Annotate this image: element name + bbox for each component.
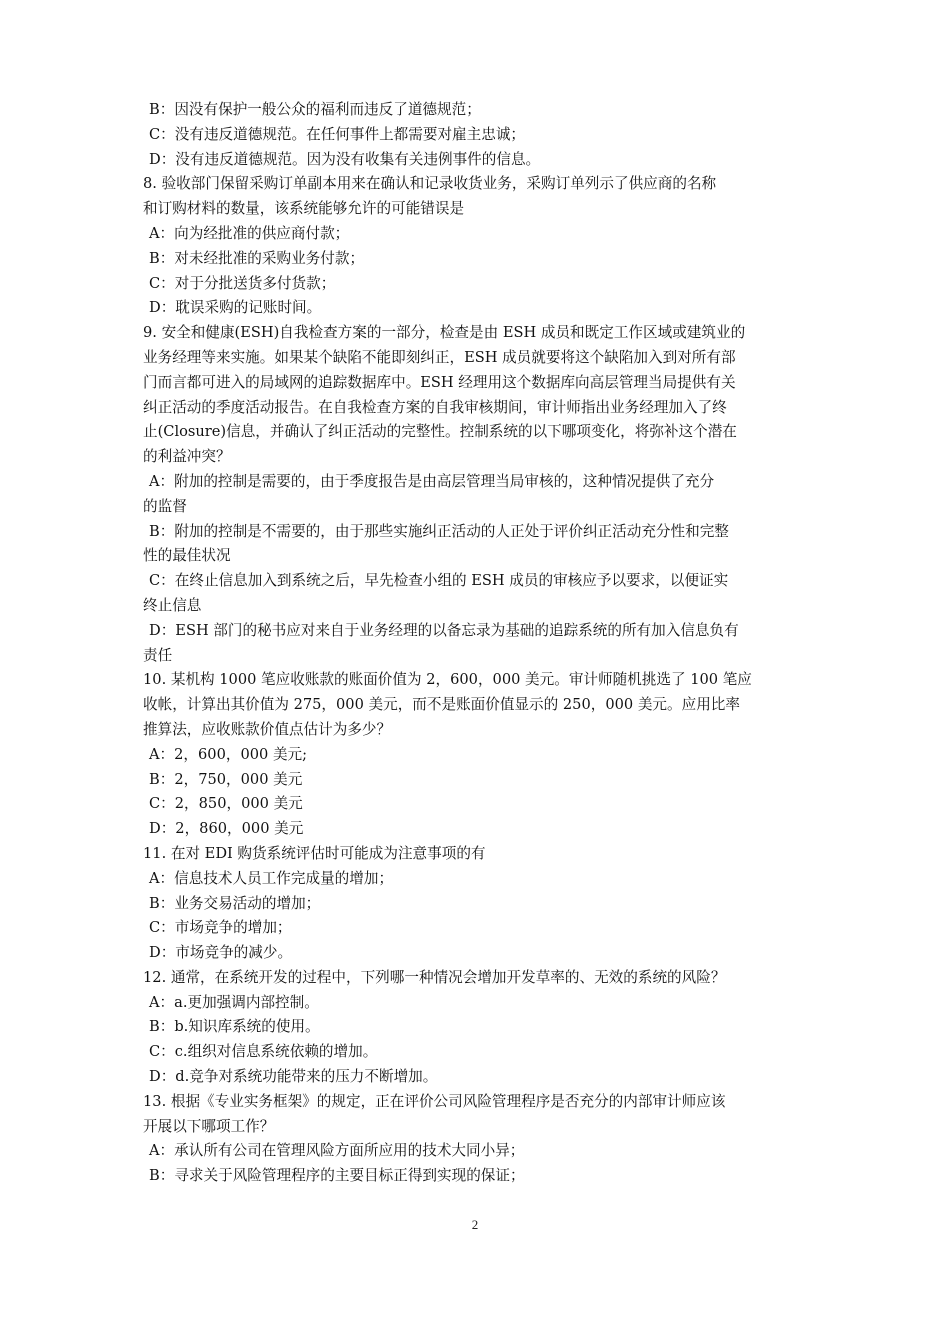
question-text-line: 13. 根据《专业实务框架》的规定，正在评价公司风险管理程序是否充分的内部审计师应该	[143, 1092, 726, 1110]
answer-option-line: B：寻求关于风险管理程序的主要目标正得到实现的保证；	[149, 1167, 525, 1185]
question-text-line: 8. 验收部门保留采购订单副本用来在确认和记录收货业务，采购订单列示了供应商的名称	[143, 175, 717, 193]
question-text-line: 的利益冲突？	[143, 448, 231, 466]
answer-option-line: A：向为经批准的供应商付款；	[149, 224, 350, 242]
question-text-line: 收帐，计算出其价值为 275，000 美元，而不是账面价值显示的 250，000 美元。应用比率	[143, 696, 740, 714]
answer-option-line: D：ESH 部门的秘书应对来自于业务经理的以备忘录为基础的追踪系统的所有加入信息负有	[149, 621, 739, 639]
answer-option-line: D：d.竞争对系统功能带来的压力不断增加。	[149, 1068, 438, 1086]
question-text-line: 止(Closure)信息，并确认了纠正活动的完整性。控制系统的以下哪项变化，将弥补这个潜在	[143, 423, 737, 441]
question-text-line: 的监督	[143, 497, 187, 515]
question-text-line: 责任	[143, 646, 173, 664]
question-text-line: 11. 在对 EDI 购货系统评估时可能成为注意事项的有	[143, 844, 486, 862]
question-text-line: 终止信息	[143, 596, 202, 614]
answer-option-line: C：没有违反道德规范。在任何事件上都需要对雇主忠诚；	[149, 125, 526, 143]
answer-option-line: D：耽误采购的记账时间。	[149, 299, 322, 317]
answer-option-line: A：承认所有公司在管理风险方面所应用的技术大同小异；	[149, 1142, 525, 1160]
answer-option-line: B：b.知识库系统的使用。	[149, 1018, 320, 1036]
answer-option-line: C：2，850，000 美元	[149, 795, 303, 813]
answer-option-line: B：业务交易活动的增加；	[149, 894, 321, 912]
answer-option-line: B：对未经批准的采购业务付款；	[149, 249, 365, 267]
answer-option-line: B：因没有保护一般公众的福利而违反了道德规范；	[149, 101, 481, 118]
question-text-line: 业务经理等来实施。如果某个缺陷不能即刻纠正，ESH 成员就要将这个缺陷加入到对所有部	[143, 348, 736, 366]
question-text-line: 12. 通常，在系统开发的过程中，下列哪一种情况会增加开发草率的、无效的系统的风险？	[143, 968, 726, 986]
answer-option-line: B：附加的控制是不需要的，由于那些实施纠正活动的人正处于评价纠正活动充分性和完整	[149, 522, 729, 540]
answer-option-line: A：a.更加强调内部控制。	[149, 993, 319, 1011]
answer-option-line: C：c.组织对信息系统依赖的增加。	[149, 1043, 378, 1061]
answer-option-line: C：市场竞争的增加；	[149, 919, 292, 937]
answer-option-line: A：附加的控制是需要的，由于季度报告是由高层管理当局审核的，这种情况提供了充分	[149, 472, 715, 490]
answer-option-line: D：没有违反道德规范。因为没有收集有关违例事件的信息。	[149, 150, 541, 168]
answer-option-line: A：信息技术人员工作完成量的增加；	[149, 869, 394, 887]
answer-option-line: D：2，860，000 美元	[149, 820, 304, 838]
question-text-line: 开展以下哪项工作？	[143, 1117, 275, 1135]
question-text-line: 9. 安全和健康(ESH)自我检查方案的一部分，检查是由 ESH 成员和既定工作区域或建筑业的	[143, 324, 746, 342]
question-text-line: 推算法，应收账款价值点估计为多少？	[143, 720, 392, 738]
document-body	[143, 98, 818, 1189]
page-number: 2	[471, 1217, 479, 1232]
answer-option-line: A：2，600，000 美元;	[149, 745, 308, 763]
answer-option-line: B：2，750，000 美元	[149, 770, 303, 788]
question-text-line: 门而言都可进入的局域网的追踪数据库中。ESH 经理用这个数据库向高层管理当局提供有关	[143, 373, 736, 391]
question-text-line: 和订购材料的数量，该系统能够允许的可能错误是	[143, 200, 465, 218]
question-text-line: 纠正活动的季度活动报告。在自我检查方案的自我审核期间，审计师指出业务经理加入了终	[143, 398, 727, 416]
question-text-line: 性的最佳状况	[143, 547, 231, 565]
answer-option-line: D：市场竞争的减少。	[149, 944, 293, 962]
question-text-line: 10. 某机构 1000 笔应收账款的账面价值为 2，600，000 美元。审计师随机挑选了 100 笔应	[143, 671, 752, 689]
answer-option-line: C：对于分批送货多付货款；	[149, 274, 336, 292]
answer-option-line: C：在终止信息加入到系统之后，早先检查小组的 ESH 成员的审核应予以要求，以便证实	[149, 572, 729, 590]
